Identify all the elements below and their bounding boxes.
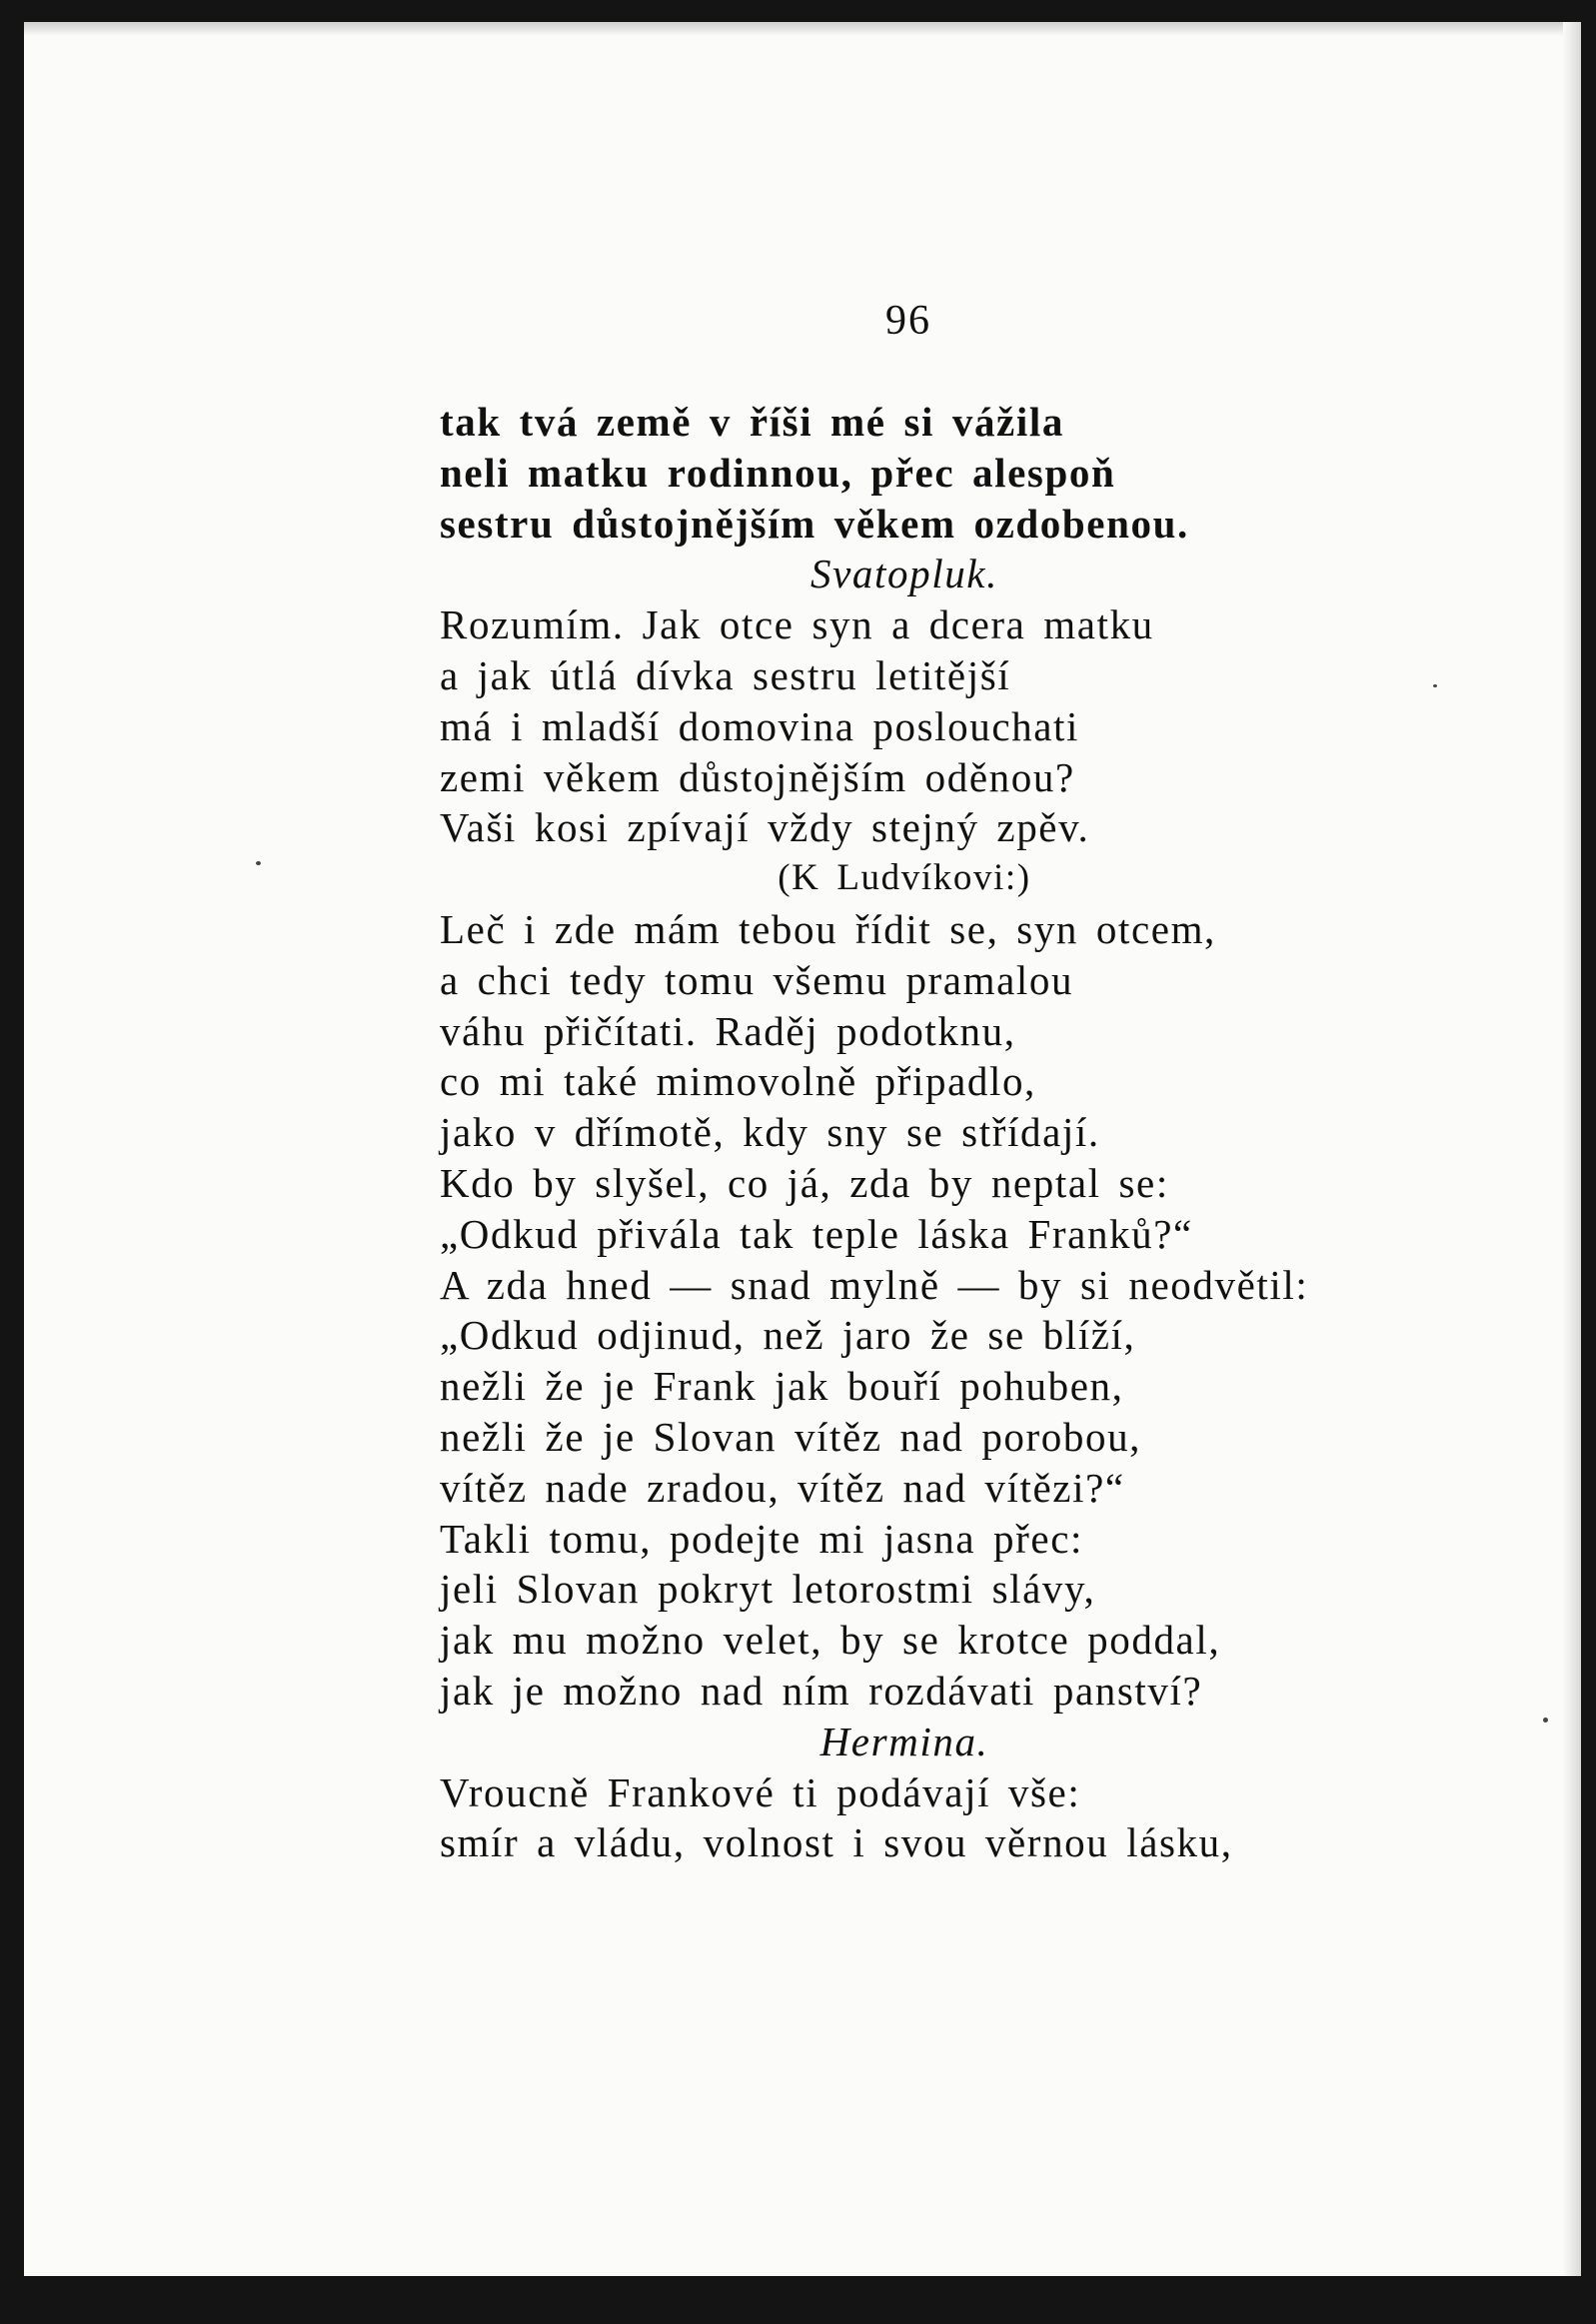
text-line: sestru důstojnějším věkem ozdobenou. [440,500,1189,547]
text-line: jak je možno nad ním rozdávati panství? [440,1667,1203,1714]
poem-text [440,397,1539,1868]
text-line: nežli že je Frank jak bouří pohuben, [440,1363,1124,1410]
stage-direction: (K Ludvíkovi:) [778,857,1031,899]
text-line: vítěz nade zradou, vítěz nad vítězi?“ [440,1464,1125,1511]
print-speck [1543,1718,1548,1723]
opening-lines [440,397,1539,549]
book-page [24,22,1581,2276]
text-line: jako v dřímotě, kdy sny se střídají. [440,1109,1100,1156]
text-line: nežli že je Slovan vítěz nad porobou, [440,1413,1142,1460]
text-line: a chci tedy tomu všemu pramalou [440,956,1074,1003]
text-line: A zda hned — snad mylně — by si neodvětil: [440,1261,1309,1308]
text-line: „Odkud přivála tak teple láska Franků?“ [440,1210,1193,1257]
text-line: Vaši kosi zpívají vždy stejný zpěv. [440,804,1090,851]
text-line: Leč i zde mám tebou řídit se, syn otcem, [440,905,1216,952]
text-line: Rozumím. Jak otce syn a dcera matku [440,601,1154,648]
text-line: jeli Slovan pokryt letorostmi slávy, [440,1566,1096,1613]
print-speck [1433,684,1437,687]
text-line: a jak útlá dívka sestru letitější [440,651,1011,698]
page-number: 96 [885,298,931,344]
text-line: „Odkud odjinud, než jaro že se blíží, [440,1312,1136,1359]
text-line: váhu přičítati. Raděj podotknu, [440,1007,1016,1054]
text-line: Takli tomu, podejte mi jasna přec: [440,1515,1083,1562]
print-speck [256,861,261,865]
text-line: jak mu možno velet, by se krotce poddal, [440,1617,1221,1664]
speaker-heading: Hermina. [819,1718,989,1764]
text-line: neli matku rodinnou, přec alespoň [440,449,1116,496]
text-line: zemi věkem důstojnějším oděnou? [440,753,1075,800]
speaker-heading: Svatopluk. [810,551,998,597]
text-line: tak tvá země v říši mé si vážila [440,399,1064,445]
text-line: Kdo by slyšel, co já, zda by neptal se: [440,1159,1169,1206]
text-line: co mi také mimovolně připadlo, [440,1058,1036,1105]
page-edge-shadow-right [1563,22,1581,2276]
text-line: Vroucně Frankové ti podávají vše: [440,1768,1081,1815]
page-edge-shadow-top [24,22,1581,36]
text-line: smír a vládu, volnost i svou věrnou lásku, [440,1819,1233,1866]
text-line: má i mladší domovina poslouchati [440,702,1080,749]
